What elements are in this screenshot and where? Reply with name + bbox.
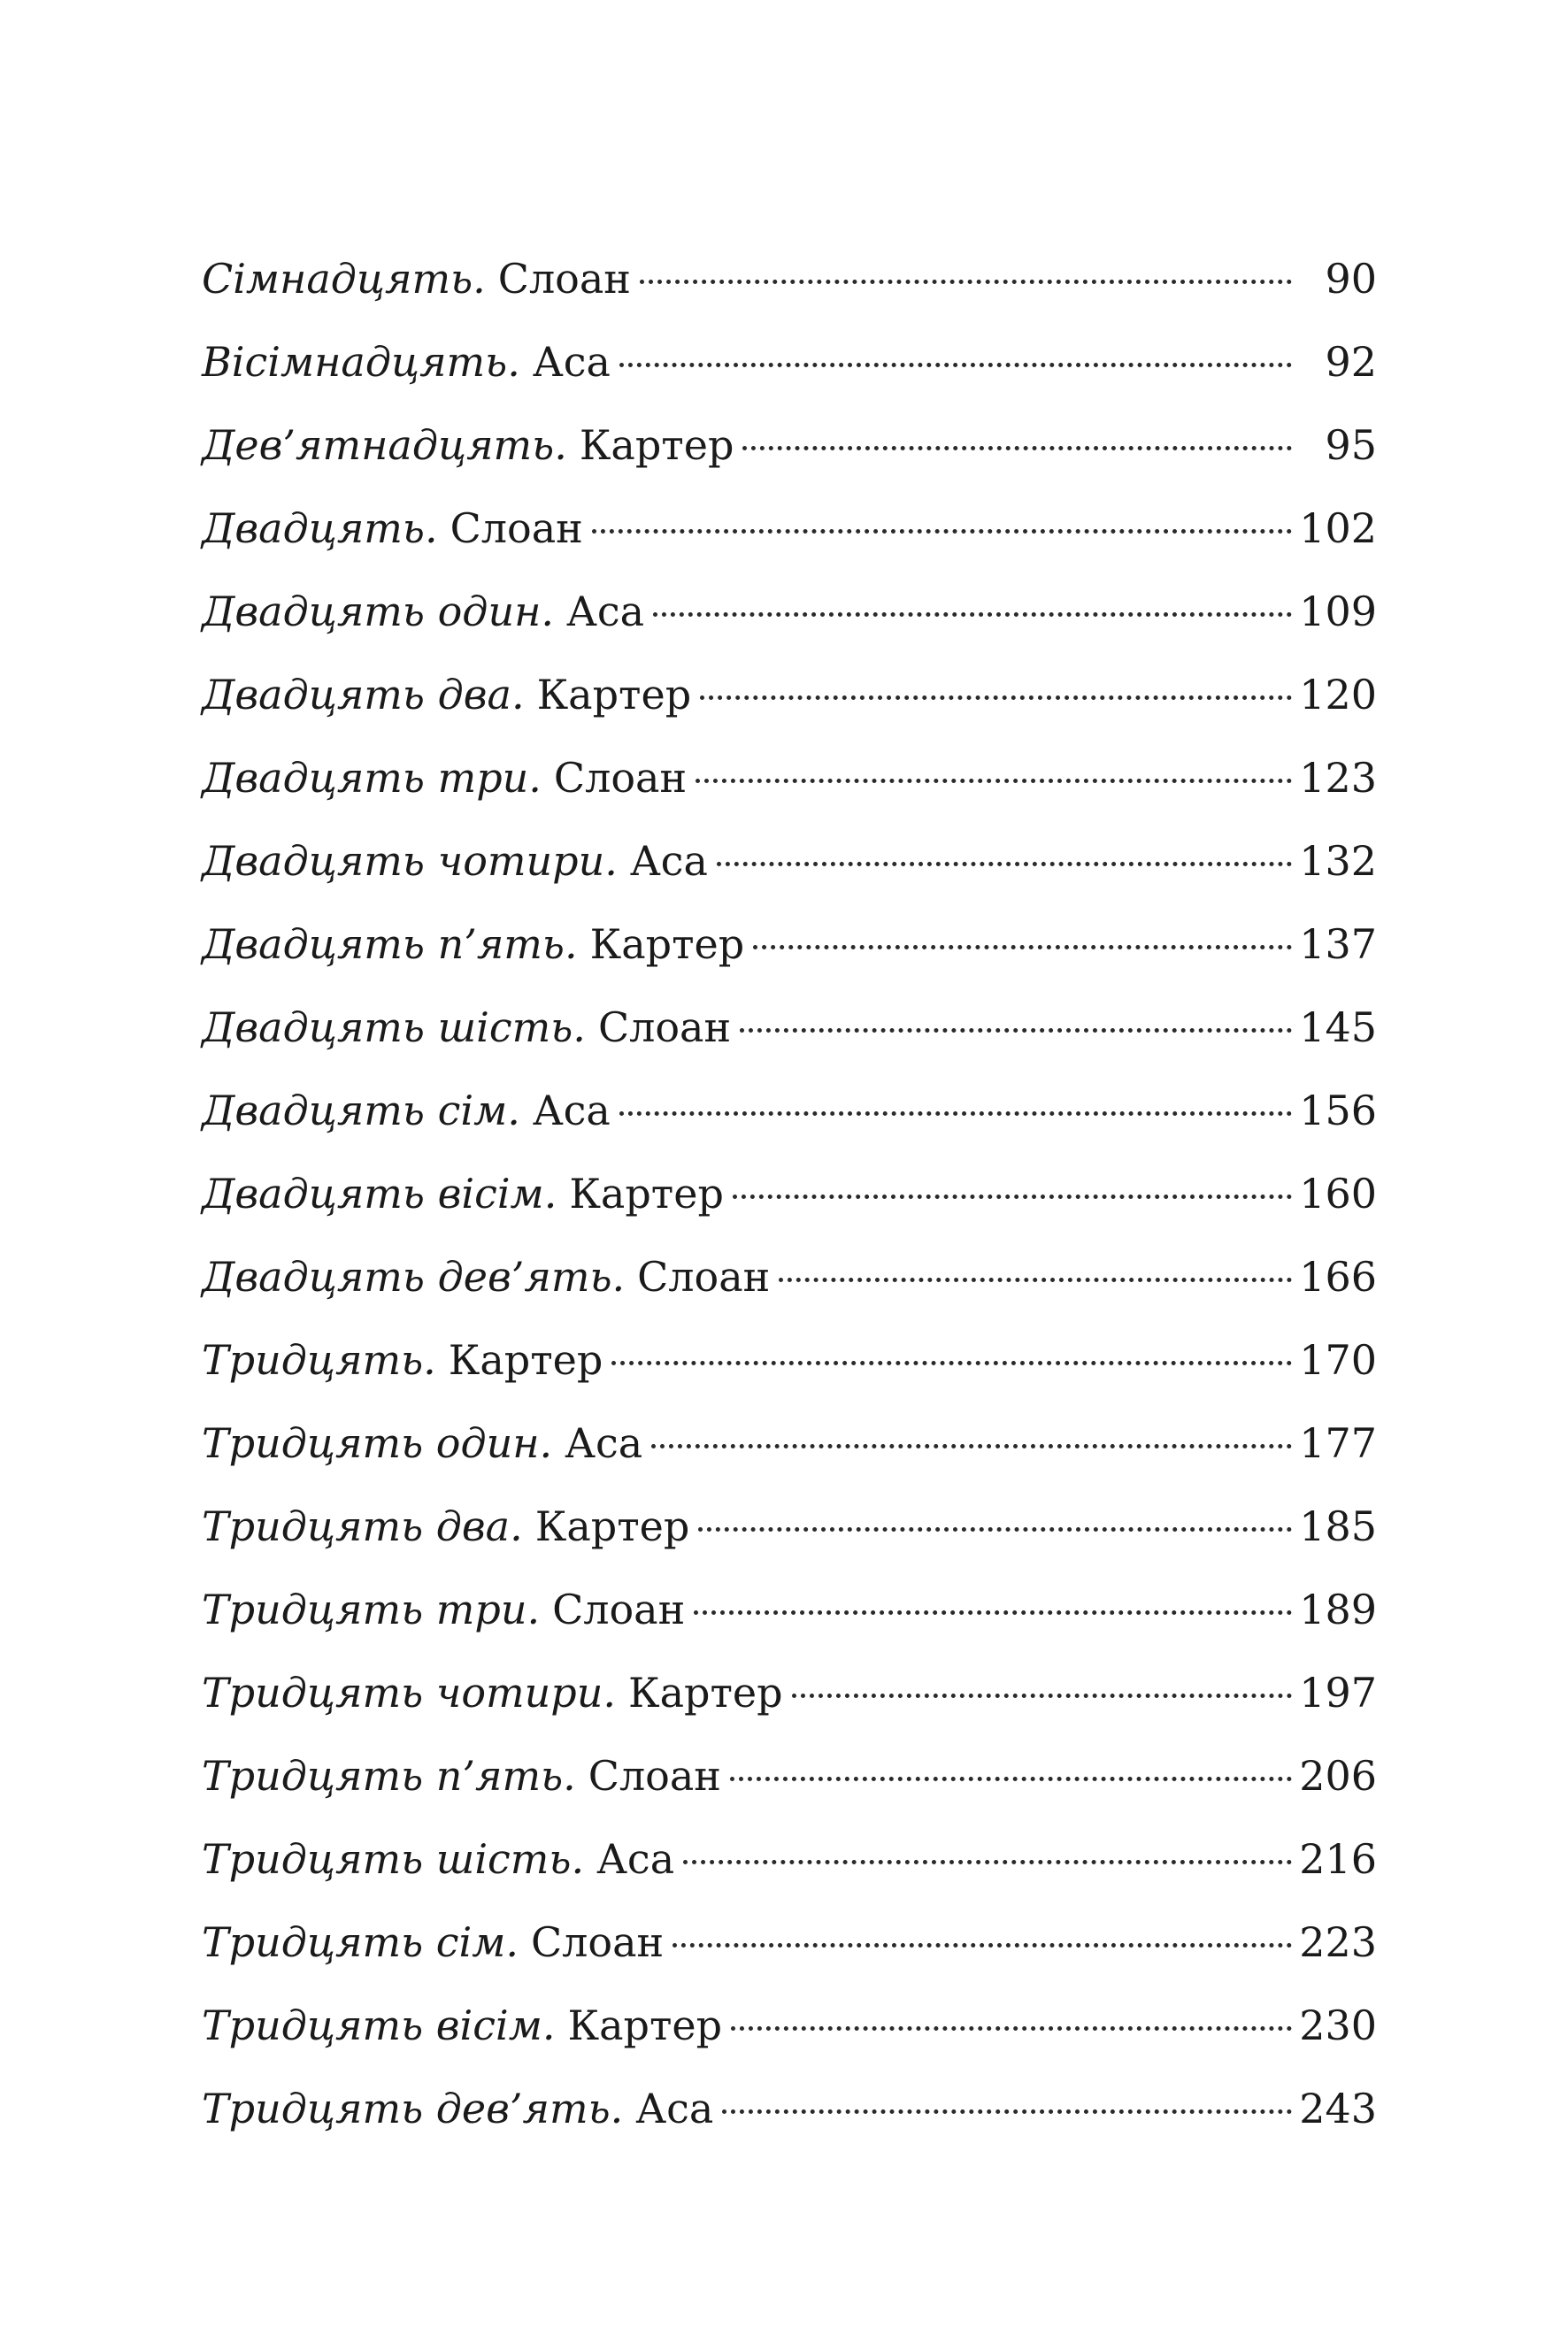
chapter-narrator: Картер (448, 1336, 603, 1384)
page-number: 189 (1299, 1586, 1377, 1633)
chapter-title: Тридцять два. (202, 1502, 523, 1550)
toc-entry (202, 653, 1377, 736)
page-number: 177 (1299, 1419, 1377, 1467)
chapter-narrator: Аса (629, 837, 708, 885)
chapter-title: Двадцять один. (202, 588, 554, 635)
toc-entry (202, 1817, 1377, 1901)
chapter-title: Тридцять вісім. (202, 2001, 556, 2049)
toc-entry (202, 1069, 1377, 1152)
dot-leader (733, 1195, 1292, 1199)
page-number: 185 (1299, 1502, 1377, 1550)
page-number: 160 (1299, 1170, 1377, 1218)
chapter-title: Тридцять один. (202, 1419, 553, 1467)
page-number: 197 (1299, 1669, 1377, 1717)
toc-entry (202, 1318, 1377, 1402)
chapter-narrator: Аса (635, 2085, 714, 2132)
chapter-narrator: Слоан (552, 1586, 686, 1633)
dot-leader (694, 1610, 1292, 1615)
toc-entry (202, 819, 1377, 903)
chapter-title: Тридцять дев’ять. (202, 2085, 624, 2132)
dot-leader (651, 1444, 1292, 1448)
chapter-narrator: Слоан (553, 754, 688, 802)
chapter-title: Двадцять. (202, 504, 438, 552)
chapter-title: Тридцять шість. (202, 1835, 585, 1883)
chapter-title: Тридцять три. (202, 1586, 541, 1633)
toc-entry (202, 1152, 1377, 1235)
dot-leader (717, 862, 1292, 866)
dot-leader (722, 2109, 1292, 2114)
chapter-narrator: Картер (536, 671, 692, 718)
dot-leader (779, 1278, 1292, 1282)
chapter-title: Тридцять сім. (202, 1918, 519, 1966)
dot-leader (740, 1028, 1292, 1033)
toc-entry (202, 1402, 1377, 1485)
page-number: 166 (1299, 1253, 1377, 1301)
chapter-narrator: Картер (567, 2001, 723, 2049)
page-number: 230 (1299, 2001, 1377, 2049)
page-number: 223 (1299, 1918, 1377, 1966)
toc-entry (202, 1651, 1377, 1734)
chapter-title: Двадцять вісім. (202, 1170, 557, 1218)
toc-entry (202, 403, 1377, 487)
chapter-narrator: Картер (628, 1669, 783, 1717)
page-number: 206 (1299, 1752, 1377, 1800)
chapter-title: Сімнадцять. (202, 255, 486, 303)
dot-leader (742, 446, 1292, 450)
page-number: 145 (1299, 1003, 1377, 1051)
chapter-narrator: Аса (532, 338, 611, 386)
toc-entry (202, 487, 1377, 570)
chapter-narrator: Слоан (450, 504, 583, 552)
page-number: 137 (1299, 920, 1377, 968)
page-number: 132 (1299, 837, 1377, 885)
dot-leader (619, 1111, 1292, 1116)
dot-leader (753, 945, 1292, 949)
chapter-title: Двадцять шість. (202, 1003, 586, 1051)
page-number: 120 (1299, 671, 1377, 718)
chapter-narrator: Картер (579, 421, 734, 469)
page-number: 243 (1299, 2085, 1377, 2132)
dot-leader (731, 2026, 1292, 2031)
page-number: 102 (1299, 504, 1377, 552)
toc-entry (202, 1901, 1377, 1984)
page-number: 156 (1299, 1087, 1377, 1134)
chapter-narrator: Слоан (497, 255, 631, 303)
page-number: 123 (1299, 754, 1377, 802)
chapter-narrator: Слоан (588, 1752, 721, 1800)
chapter-title: Тридцять п’ять. (202, 1752, 576, 1800)
toc-entry (202, 1734, 1377, 1817)
chapter-narrator: Слоан (597, 1003, 732, 1051)
chapter-title: Двадцять два. (202, 671, 525, 718)
dot-leader (592, 529, 1292, 534)
chapter-title: Тридцять чотири. (202, 1669, 616, 1717)
table-of-contents (202, 237, 1377, 2150)
toc-entry (202, 2067, 1377, 2150)
toc-entry (202, 986, 1377, 1069)
toc-entry (202, 736, 1377, 819)
chapter-narrator: Слоан (530, 1918, 665, 1966)
toc-entry (202, 1568, 1377, 1651)
chapter-narrator: Аса (566, 588, 645, 635)
chapter-narrator: Картер (569, 1170, 724, 1218)
chapter-title: Двадцять сім. (202, 1087, 520, 1134)
toc-entry (202, 320, 1377, 403)
chapter-narrator: Аса (532, 1087, 611, 1134)
chapter-title: Дев’ятнадцять. (202, 421, 567, 469)
page-number: 109 (1299, 588, 1377, 635)
toc-entry (202, 570, 1377, 653)
toc-entry (202, 903, 1377, 986)
dot-leader (673, 1943, 1292, 1948)
chapter-narrator: Картер (534, 1502, 690, 1550)
dot-leader (698, 1527, 1292, 1532)
page-number: 216 (1299, 1835, 1377, 1883)
page-number: 92 (1325, 338, 1377, 386)
toc-entry (202, 237, 1377, 320)
chapter-narrator: Аса (596, 1835, 675, 1883)
dot-leader (696, 779, 1292, 783)
chapter-title: Двадцять п’ять. (202, 920, 578, 968)
dot-leader (683, 1860, 1292, 1864)
toc-entry (202, 1235, 1377, 1318)
page-number: 90 (1325, 255, 1377, 303)
page-number: 95 (1325, 421, 1377, 469)
chapter-narrator: Картер (589, 920, 745, 968)
dot-leader (792, 1694, 1292, 1698)
chapter-title: Двадцять три. (202, 754, 542, 802)
dot-leader (619, 363, 1292, 367)
toc-entry (202, 1984, 1377, 2067)
dot-leader (611, 1361, 1292, 1365)
chapter-narrator: Слоан (637, 1253, 771, 1301)
dot-leader (700, 695, 1292, 700)
dot-leader (640, 280, 1292, 284)
dot-leader (730, 1777, 1292, 1781)
toc-entry (202, 1485, 1377, 1568)
chapter-narrator: Аса (565, 1419, 643, 1467)
chapter-title: Двадцять дев’ять. (202, 1253, 626, 1301)
page-number: 170 (1299, 1336, 1377, 1384)
chapter-title: Вісімнадцять. (202, 338, 520, 386)
chapter-title: Тридцять. (202, 1336, 436, 1384)
chapter-title: Двадцять чотири. (202, 837, 618, 885)
dot-leader (653, 612, 1292, 617)
